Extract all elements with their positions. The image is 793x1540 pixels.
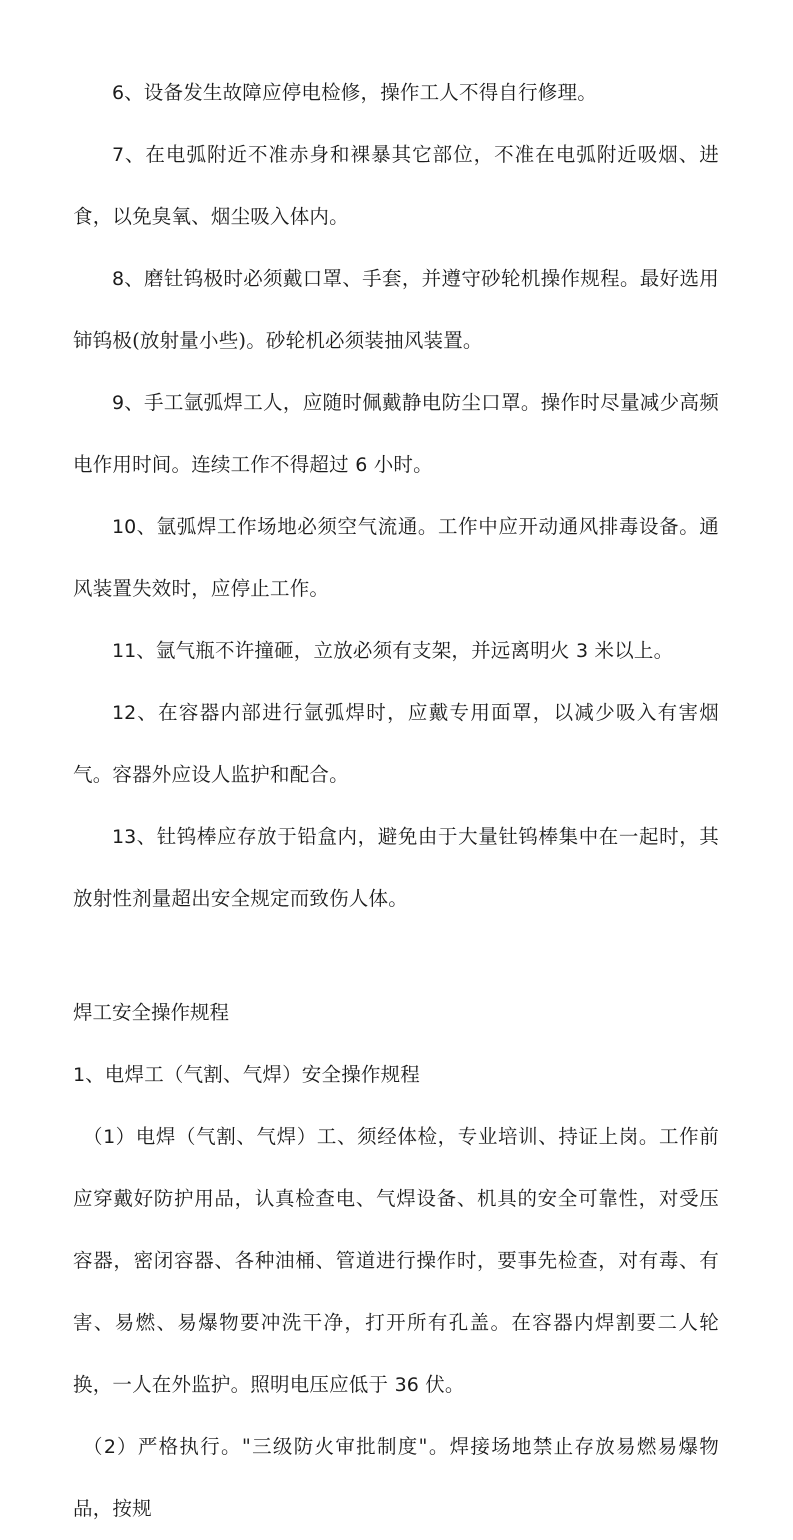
welder-procedures-section	[73, 982, 719, 1540]
inline-number: 3	[576, 640, 589, 662]
inline-number: 7	[112, 144, 125, 166]
inline-number: 36	[394, 1374, 419, 1396]
list-item-6: 6、设备发生故障应停电检修，操作工人不得自行修理。	[112, 81, 597, 104]
inline-number: 2	[103, 1436, 116, 1458]
section-heading: 焊工安全操作规程	[73, 1001, 230, 1024]
inline-number: 10	[112, 516, 137, 538]
inline-number: 9	[112, 392, 125, 414]
list-item-8: 8、磨钍钨极时必须戴口罩、手套，并遵守砂轮机操作规程。最好选用铈钨极(放射量小些)。砂轮机必须装抽风装置。	[73, 267, 719, 352]
page-content	[73, 62, 719, 1540]
inline-number: 6	[355, 454, 368, 476]
list-item-7: 7、在电弧附近不准赤身和裸暴其它部位，不准在电弧附近吸烟、进食，以免臭氧、烟尘吸入体内。	[73, 143, 719, 228]
inline-number: 1	[73, 1064, 86, 1086]
subsection-title: 1、电焊工（气割、气焊）安全操作规程	[73, 1063, 420, 1086]
paragraph-2: （2）严格执行。"三级防火审批制度"。焊接场地禁止存放易燃易爆物品，按规	[73, 1435, 719, 1520]
inline-number: 12	[112, 702, 137, 724]
inline-number: 13	[112, 826, 137, 848]
list-item-13: 13、钍钨棒应存放于铅盒内，避免由于大量钍钨棒集中在一起时，其放射性剂量超出安全规定而致伤人体。	[73, 825, 719, 910]
list-item-12: 12、在容器内部进行氩弧焊时，应戴专用面罩，以减少吸入有害烟气。容器外应设人监护和配合。	[73, 701, 719, 786]
inline-number: 11	[112, 640, 137, 662]
list-item-9: 9、手工氩弧焊工人，应随时佩戴静电防尘口罩。操作时尽量减少高频电作用时间。连续工作不得超过 6 小时。	[73, 391, 719, 476]
list-item-10: 10、氩弧焊工作场地必须空气流通。工作中应开动通风排毒设备。通风装置失效时，应停止工作。	[73, 515, 719, 600]
numbered-list-section	[73, 62, 719, 930]
paragraph-1: （1）电焊（气割、气焊）工、须经体检，专业培训、持证上岗。工作前应穿戴好防护用品，认真检查电、气焊设备、机具的安全可靠性，对受压容器，密闭容器、各种油桶、管道进行操作时，要事先检查，对有毒、有害、易燃、易爆物要冲洗干净，打开所有孔盖。在容器内焊割要二人轮换，一人在外监护。照明电压应低于 36 伏。	[73, 1125, 719, 1396]
inline-number: 1	[103, 1126, 116, 1148]
inline-number: 8	[112, 268, 125, 290]
inline-number: 6	[112, 82, 125, 104]
list-item-11: 11、氩气瓶不许撞砸，立放必须有支架，并远离明火 3 米以上。	[112, 639, 674, 662]
section-divider-space	[73, 930, 719, 982]
